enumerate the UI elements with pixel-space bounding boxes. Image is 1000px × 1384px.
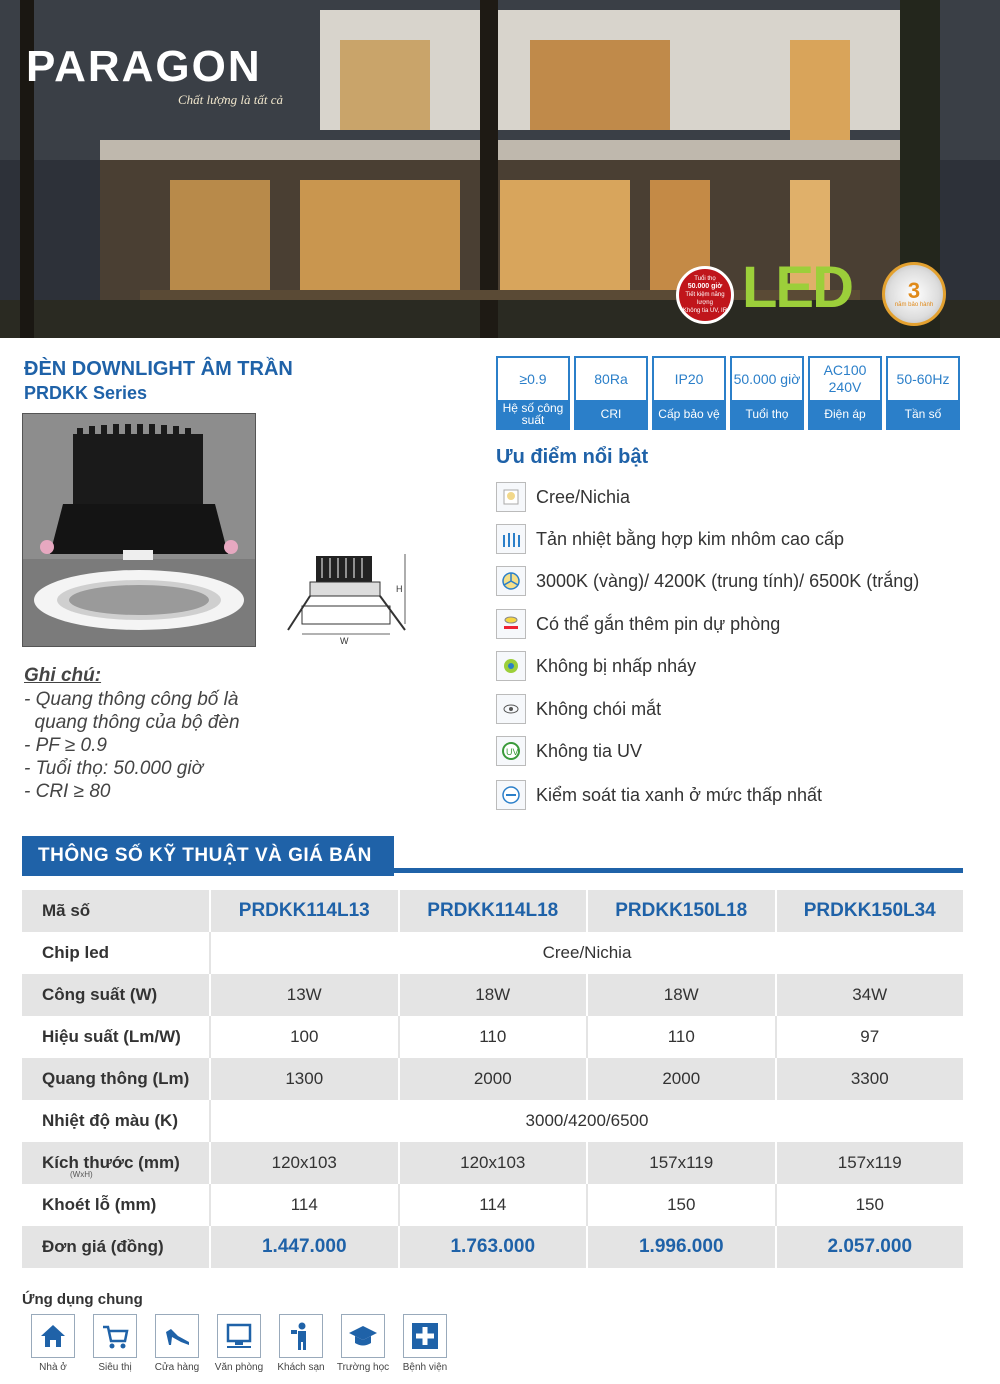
advantage-text: Cree/Nichia xyxy=(536,486,631,507)
application-item xyxy=(394,1314,456,1373)
cob-chip-icon xyxy=(496,482,526,512)
spec-label: Điện áp xyxy=(810,400,880,428)
battery-icon xyxy=(496,609,526,639)
eye-icon xyxy=(496,694,526,724)
table-cell: 34W xyxy=(775,974,964,1016)
spec-label: Tần số xyxy=(888,400,958,428)
heat-sink-icon xyxy=(496,524,526,554)
table-cell: 18W xyxy=(586,974,775,1016)
price-cell: 1.447.000 xyxy=(209,1226,398,1268)
spec-value: AC100 240V xyxy=(810,358,880,400)
width-label: W xyxy=(340,636,349,646)
lifetime-badge xyxy=(676,266,734,324)
spec-label: Cấp bảo vệ xyxy=(654,400,724,428)
dimension-diagram xyxy=(280,550,415,650)
table-cell: 13W xyxy=(209,974,398,1016)
table-cell: 150 xyxy=(775,1184,964,1226)
table-cell: 157x119 xyxy=(775,1142,964,1184)
table-cell: 114 xyxy=(398,1184,587,1226)
bellboy-icon xyxy=(279,1314,323,1358)
height-label: H xyxy=(396,584,403,594)
no-uv-icon xyxy=(496,736,526,766)
advantage-text: Không bị nhấp nháy xyxy=(536,655,697,676)
spec-cri xyxy=(574,356,648,430)
advantage-item xyxy=(496,565,919,597)
advantages-title: Ưu điểm nổi bật xyxy=(496,446,649,468)
row-label: Công suất (W) xyxy=(42,985,158,1004)
advantage-text: Tản nhiệt bằng hợp kim nhôm cao cấp xyxy=(536,528,844,549)
row-label: Nhiệt độ màu (K) xyxy=(42,1111,178,1130)
paragon-logo: PARAGON xyxy=(26,42,262,91)
color-temp-icon xyxy=(496,566,526,596)
row-label: Chip led xyxy=(42,943,110,962)
application-item xyxy=(22,1314,84,1373)
warranty-years-label: năm bảo hành xyxy=(894,302,934,308)
spec-ip-rating xyxy=(652,356,726,430)
note-line: - CRI ≥ 80 xyxy=(24,781,111,802)
cart-icon xyxy=(93,1314,137,1358)
application-item xyxy=(146,1314,208,1373)
row-label xyxy=(22,1142,209,1184)
advantage-text: 3000K (vàng)/ 4200K (trung tính)/ 6500K (trắng) xyxy=(536,570,920,591)
office-icon xyxy=(217,1314,261,1358)
notes-title: Ghi chú: xyxy=(24,665,102,686)
product-title: ĐÈN DOWNLIGHT ÂM TRẦN xyxy=(24,358,293,380)
table-row xyxy=(22,974,963,1016)
applications-list xyxy=(22,1314,456,1373)
advantage-item xyxy=(496,779,822,811)
hospital-cross-icon xyxy=(403,1314,447,1358)
application-item xyxy=(270,1314,332,1373)
application-label: Nhà ở xyxy=(39,1362,67,1373)
spec-value: 80Ra xyxy=(576,358,646,400)
spec-frequency xyxy=(886,356,960,430)
row-label: Mã số xyxy=(42,901,91,920)
application-label: Cửa hàng xyxy=(154,1362,200,1373)
table-cell: 114 xyxy=(209,1184,398,1226)
table-row xyxy=(22,932,963,974)
note-line: - Tuổi thọ: 50.000 giờ xyxy=(24,758,204,779)
row-label-text: Kích thước (mm) xyxy=(42,1153,180,1172)
application-item xyxy=(332,1314,394,1373)
table-cell: 2000 xyxy=(586,1058,775,1100)
advantage-item xyxy=(496,523,844,555)
table-cell: 1300 xyxy=(209,1058,398,1100)
table-row xyxy=(22,1100,963,1142)
application-label: Siêu thị xyxy=(98,1362,132,1373)
svg-text:UV: UV xyxy=(506,747,519,757)
warranty-years-number: 3 xyxy=(907,278,921,303)
advantage-text: Không chói mắt xyxy=(536,698,662,719)
advantage-text: Kiểm soát tia xanh ở mức thấp nhất xyxy=(536,784,822,805)
table-cell: 110 xyxy=(398,1016,587,1058)
downlight-illustration xyxy=(23,414,255,646)
advantage-item xyxy=(496,650,696,682)
advantage-item xyxy=(496,608,780,640)
warranty-years-badge xyxy=(882,262,946,326)
price-cell: 1.996.000 xyxy=(586,1226,775,1268)
applications-title: Ứng dụng chung xyxy=(22,1291,143,1308)
row-label: Hiệu suất (Lm/W) xyxy=(42,1027,181,1046)
spec-power-factor xyxy=(496,356,570,430)
spec-label: Tuổi thọ xyxy=(732,400,802,428)
blue-light-icon xyxy=(496,780,526,810)
product-series: PRDKK Series xyxy=(24,383,148,403)
shoe-icon xyxy=(155,1314,199,1358)
table-cell: 18W xyxy=(398,974,587,1016)
spec-value: 50-60Hz xyxy=(888,358,958,400)
spec-value: IP20 xyxy=(654,358,724,400)
spec-price-table xyxy=(22,890,963,1268)
model-code: PRDKK150L34 xyxy=(775,890,964,932)
table-cell: 2000 xyxy=(398,1058,587,1100)
note-line: - PF ≥ 0.9 xyxy=(24,735,107,756)
no-flicker-icon xyxy=(496,651,526,681)
application-label: Bệnh viện xyxy=(402,1362,448,1373)
tagline: Chất lượng là tất cả xyxy=(178,92,284,107)
table-row xyxy=(22,890,963,932)
row-label-subtext: (WxH) xyxy=(70,1170,93,1179)
house-icon xyxy=(31,1314,75,1358)
table-cell: 100 xyxy=(209,1016,398,1058)
table-cell: 157x119 xyxy=(586,1142,775,1184)
spec-voltage xyxy=(808,356,882,430)
spec-label: CRI xyxy=(576,400,646,428)
spec-label: Hệ số công suất xyxy=(498,400,568,428)
table-row xyxy=(22,1184,963,1226)
price-cell: 2.057.000 xyxy=(775,1226,964,1268)
advantage-item xyxy=(496,481,630,513)
spec-value: 50.000 giờ xyxy=(732,358,802,400)
application-label: Văn phòng xyxy=(214,1362,264,1373)
led-logo: LED xyxy=(742,255,852,320)
model-code: PRDKK114L18 xyxy=(398,890,587,932)
lifetime-badge-line: Không tia UV, IR xyxy=(682,308,728,314)
section-title: THÔNG SỐ KỸ THUẬT VÀ GIÁ BÁN xyxy=(22,836,394,876)
table-row xyxy=(22,1016,963,1058)
model-code: PRDKK114L13 xyxy=(209,890,398,932)
product-photo xyxy=(22,413,256,647)
table-row xyxy=(22,1142,963,1184)
dimension-drawing xyxy=(280,550,415,650)
spec-value: ≥0.9 xyxy=(498,358,568,400)
table-cell: 150 xyxy=(586,1184,775,1226)
notes-list xyxy=(24,688,240,803)
table-cell: 120x103 xyxy=(209,1142,398,1184)
spec-boxes xyxy=(496,356,960,430)
advantage-item xyxy=(496,735,642,767)
row-label: Quang thông (Lm) xyxy=(42,1069,190,1088)
hero-banner xyxy=(0,0,1000,338)
application-item xyxy=(84,1314,146,1373)
application-label: Khách sạn xyxy=(277,1362,325,1373)
price-cell: 1.763.000 xyxy=(398,1226,587,1268)
table-row xyxy=(22,1058,963,1100)
lifetime-badge-line: 50.000 giờ xyxy=(687,283,723,290)
table-cell: 3000/4200/6500 xyxy=(209,1100,963,1142)
note-line: - Quang thông công bố là xyxy=(24,689,239,710)
advantage-item xyxy=(496,693,661,725)
advantage-text: Không tia UV xyxy=(536,740,643,761)
lifetime-badge-line: Tuổi thọ xyxy=(694,276,716,282)
model-code: PRDKK150L18 xyxy=(586,890,775,932)
graduation-cap-icon xyxy=(341,1314,385,1358)
lifetime-badge-line: Tiết kiệm năng lượng xyxy=(685,292,725,306)
table-cell: 97 xyxy=(775,1016,964,1058)
advantage-text: Có thể gắn thêm pin dự phòng xyxy=(536,613,781,634)
table-cell: Cree/Nichia xyxy=(209,932,963,974)
note-line: quang thông của bộ đèn xyxy=(24,712,240,733)
spec-lifetime xyxy=(730,356,804,430)
table-cell: 110 xyxy=(586,1016,775,1058)
table-row xyxy=(22,1226,963,1268)
table-cell: 120x103 xyxy=(398,1142,587,1184)
application-label: Trường học xyxy=(336,1362,390,1373)
table-cell: 3300 xyxy=(775,1058,964,1100)
row-label: Khoét lỗ (mm) xyxy=(42,1195,157,1214)
application-item xyxy=(208,1314,270,1373)
row-label: Đơn giá (đồng) xyxy=(42,1237,164,1256)
